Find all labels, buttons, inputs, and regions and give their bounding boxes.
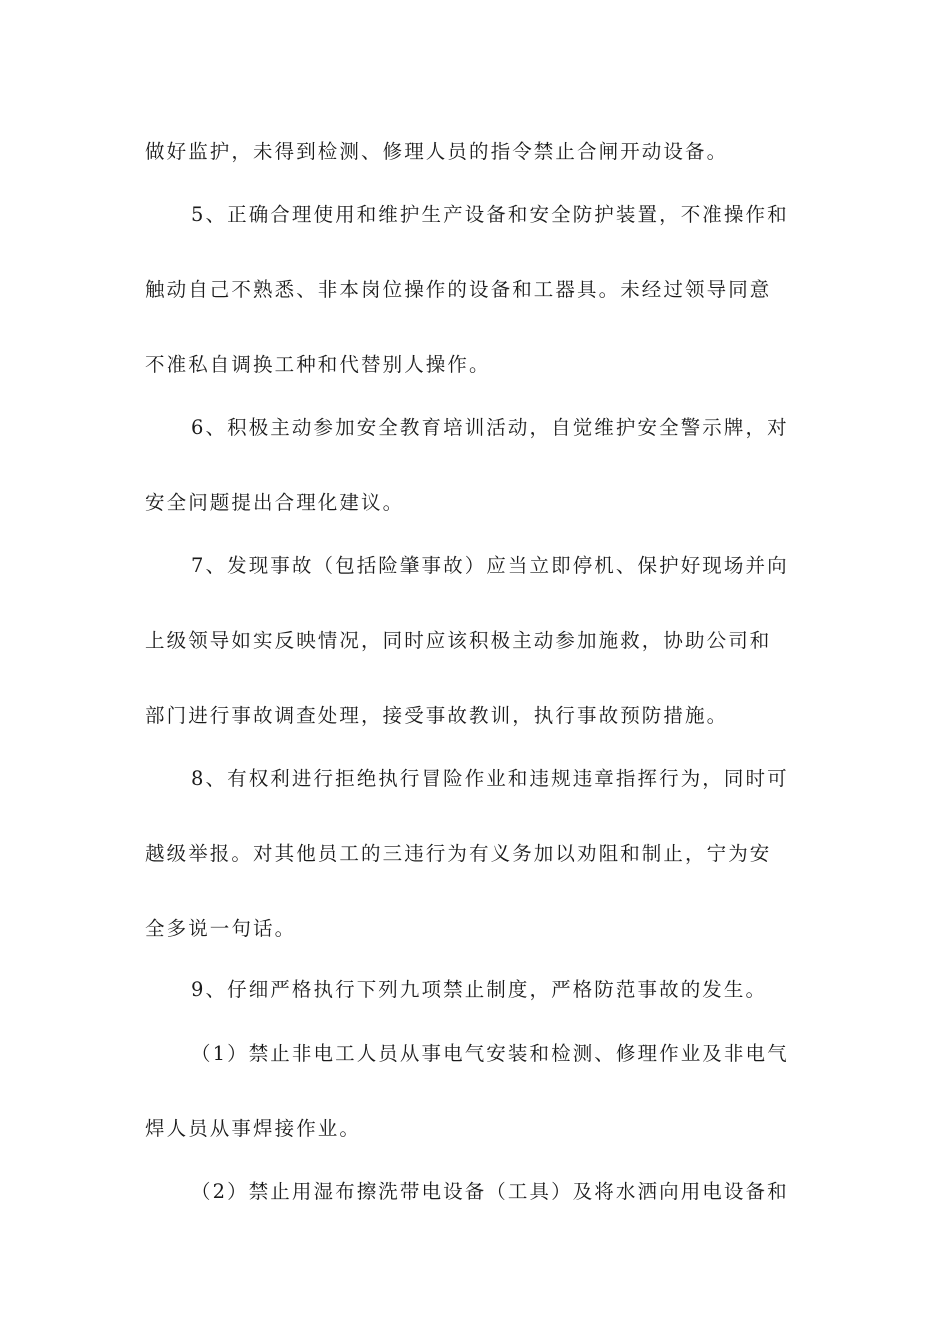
paragraph-line-11: 越级举报。对其他员工的三违行为有义务加以劝阻和制止，宁为安 xyxy=(145,842,772,865)
paragraph-line-13: 9、仔细严格执行下列九项禁止制度，严格防范事故的发生。 xyxy=(191,978,768,1001)
paragraph-line-1: 做好监护，未得到检测、修理人员的指令禁止合闸开动设备。 xyxy=(145,140,729,163)
paragraph-line-3: 触动自己不熟悉、非本岗位操作的设备和工器具。未经过领导同意 xyxy=(145,278,772,301)
paragraph-line-7: 7、发现事故（包括险肇事故）应当立即停机、保护好现场并向 xyxy=(191,554,789,577)
paragraph-line-5: 6、积极主动参加安全教育培训活动，自觉维护安全警示牌，对 xyxy=(191,416,789,439)
paragraph-line-12: 全多说一句话。 xyxy=(145,917,297,940)
paragraph-line-6: 安全问题提出合理化建议。 xyxy=(145,491,405,514)
paragraph-line-8: 上级领导如实反映情况，同时应该积极主动参加施救，协助公司和 xyxy=(145,629,772,652)
paragraph-line-15: 焊人员从事焊接作业。 xyxy=(145,1117,362,1140)
paragraph-line-10: 8、有权利进行拒绝执行冒险作业和违规违章指挥行为，同时可 xyxy=(191,767,789,790)
paragraph-line-9: 部门进行事故调查处理，接受事故教训，执行事故预防措施。 xyxy=(145,704,729,727)
paragraph-line-16: （2）禁止用湿布擦洗带电设备（工具）及将水洒向用电设备和 xyxy=(191,1180,789,1203)
paragraph-line-2: 5、正确合理使用和维护生产设备和安全防护装置，不准操作和 xyxy=(191,203,789,226)
paragraph-line-4: 不准私自调换工种和代替别人操作。 xyxy=(145,353,491,376)
paragraph-line-14: （1）禁止非电工人员从事电气安装和检测、修理作业及非电气 xyxy=(191,1042,789,1065)
